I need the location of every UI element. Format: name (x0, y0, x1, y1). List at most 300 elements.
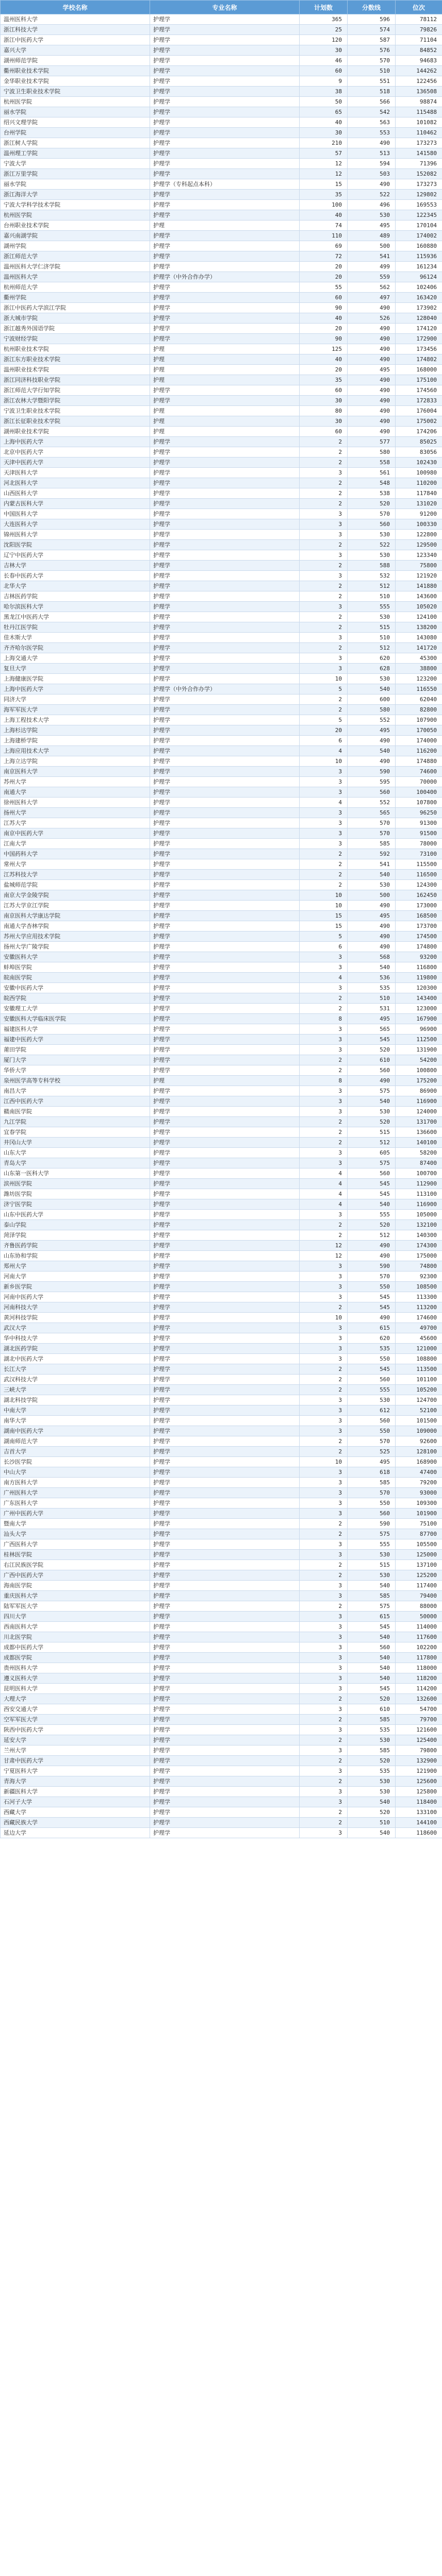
cell-school-name: 齐齐哈尔医学院 (1, 643, 150, 653)
cell-major-name: 护理学 (150, 756, 300, 767)
table-row (1, 354, 442, 365)
cell-rank: 88000 (396, 1601, 442, 1612)
cell-major-name: 护理学 (150, 1818, 300, 1828)
cell-plan-count: 40 (300, 313, 348, 324)
cell-school-name: 绍兴文理学院 (1, 117, 150, 128)
cell-rank: 108500 (396, 1282, 442, 1292)
cell-plan-count: 10 (300, 674, 348, 684)
cell-school-name: 江南大学 (1, 839, 150, 849)
cell-score-line: 532 (348, 571, 396, 581)
cell-major-name: 护理学 (150, 664, 300, 674)
table-row (1, 97, 442, 107)
cell-score-line: 490 (348, 385, 396, 396)
table-row (1, 1354, 442, 1364)
cell-plan-count: 30 (300, 45, 348, 56)
cell-school-name: 杭州医学院 (1, 210, 150, 221)
table-row (1, 457, 442, 468)
cell-major-name: 护理 (150, 406, 300, 416)
cell-rank: 162450 (396, 890, 442, 901)
cell-major-name: 护理学 (150, 694, 300, 705)
cell-score-line: 565 (348, 1024, 396, 1035)
table-row (1, 1076, 442, 1086)
cell-school-name: 中国医科大学 (1, 509, 150, 519)
cell-plan-count: 2 (300, 1776, 348, 1787)
cell-plan-count: 2 (300, 870, 348, 880)
cell-major-name: 护理学 (150, 385, 300, 396)
table-row (1, 107, 442, 117)
cell-score-line: 540 (348, 1673, 396, 1684)
table-row (1, 622, 442, 633)
cell-rank: 96124 (396, 272, 442, 282)
cell-plan-count: 3 (300, 1323, 348, 1333)
cell-score-line: 552 (348, 715, 396, 725)
cell-school-name: 宁波财经学院 (1, 334, 150, 344)
cell-school-name: 济宁医学院 (1, 1199, 150, 1210)
cell-score-line: 490 (348, 303, 396, 313)
table-row (1, 519, 442, 530)
cell-major-name: 护理学 (150, 1405, 300, 1416)
cell-school-name: 上海建桥学院 (1, 736, 150, 746)
cell-score-line: 503 (348, 169, 396, 179)
table-row (1, 890, 442, 901)
cell-plan-count: 2 (300, 1230, 348, 1241)
cell-rank: 93000 (396, 1488, 442, 1498)
cell-score-line: 490 (348, 1076, 396, 1086)
cell-rank: 122456 (396, 76, 442, 87)
cell-rank: 105000 (396, 1210, 442, 1220)
cell-school-name: 浙江中医药大学滨江学院 (1, 303, 150, 313)
cell-rank: 131700 (396, 1117, 442, 1127)
cell-major-name: 护理学 (150, 1199, 300, 1210)
cell-major-name: 护理学 (150, 1498, 300, 1509)
cell-rank: 172833 (396, 396, 442, 406)
cell-major-name: 护理学 (150, 746, 300, 756)
cell-rank: 143400 (396, 993, 442, 1004)
cell-rank: 94683 (396, 56, 442, 66)
cell-score-line: 540 (348, 746, 396, 756)
table-row (1, 942, 442, 952)
cell-school-name: 蚌埠医学院 (1, 962, 150, 973)
table-row (1, 1447, 442, 1457)
table-row (1, 1787, 442, 1797)
cell-major-name: 护理学 (150, 1148, 300, 1158)
table-row (1, 272, 442, 282)
cell-plan-count: 3 (300, 1684, 348, 1694)
cell-plan-count: 10 (300, 1457, 348, 1467)
cell-plan-count: 3 (300, 1045, 348, 1055)
cell-rank: 124100 (396, 612, 442, 622)
table-row (1, 1261, 442, 1272)
table-row (1, 684, 442, 694)
cell-major-name: 护理学 (150, 870, 300, 880)
cell-major-name: 护理学（中外合作办学） (150, 684, 300, 694)
cell-score-line: 530 (348, 210, 396, 221)
cell-major-name: 护理学 (150, 1168, 300, 1179)
cell-plan-count: 30 (300, 396, 348, 406)
cell-plan-count: 3 (300, 1354, 348, 1364)
cell-rank: 118000 (396, 1663, 442, 1673)
table-row (1, 602, 442, 612)
cell-rank: 173902 (396, 303, 442, 313)
table-row (1, 1601, 442, 1612)
cell-major-name: 护理学 (150, 1323, 300, 1333)
table-row (1, 251, 442, 262)
cell-score-line: 490 (348, 138, 396, 148)
cell-plan-count: 30 (300, 416, 348, 427)
table-row (1, 633, 442, 643)
cell-major-name: 护理学 (150, 1179, 300, 1189)
cell-school-name: 湖州师范学院 (1, 56, 150, 66)
cell-rank: 132100 (396, 1220, 442, 1230)
cell-school-name: 扬州大学广陵学院 (1, 942, 150, 952)
cell-plan-count: 3 (300, 1632, 348, 1642)
header-row (1, 1, 442, 14)
cell-score-line: 618 (348, 1467, 396, 1478)
cell-plan-count: 4 (300, 1179, 348, 1189)
cell-rank: 125000 (396, 1550, 442, 1560)
cell-school-name: 长春中医药大学 (1, 571, 150, 581)
cell-school-name: 青海大学 (1, 1776, 150, 1787)
cell-school-name: 西藏民族大学 (1, 1818, 150, 1828)
cell-plan-count: 65 (300, 107, 348, 117)
table-row (1, 1570, 442, 1581)
table-row (1, 798, 442, 808)
cell-major-name: 护理学 (150, 1776, 300, 1787)
cell-rank: 113500 (396, 1364, 442, 1375)
cell-school-name: 山东协和学院 (1, 1251, 150, 1261)
cell-score-line: 570 (348, 1272, 396, 1282)
cell-score-line: 510 (348, 1818, 396, 1828)
cell-score-line: 540 (348, 870, 396, 880)
table-row (1, 1333, 442, 1344)
cell-rank: 125200 (396, 1570, 442, 1581)
cell-major-name: 护理学 (150, 128, 300, 138)
cell-major-name: 护理学（专科起点本科） (150, 179, 300, 190)
cell-plan-count: 3 (300, 1035, 348, 1045)
cell-plan-count: 2 (300, 694, 348, 705)
cell-rank: 109000 (396, 1426, 442, 1436)
cell-score-line: 577 (348, 437, 396, 447)
table-row (1, 406, 442, 416)
cell-plan-count: 3 (300, 550, 348, 561)
table-row (1, 777, 442, 787)
cell-major-name: 护理学 (150, 612, 300, 622)
cell-rank: 161234 (396, 262, 442, 272)
cell-rank: 74800 (396, 1261, 442, 1272)
cell-score-line: 520 (348, 499, 396, 509)
cell-rank: 45300 (396, 653, 442, 664)
cell-major-name: 护理 (150, 221, 300, 231)
cell-score-line: 496 (348, 200, 396, 210)
cell-plan-count: 3 (300, 1673, 348, 1684)
cell-school-name: 浙江师范大学 (1, 251, 150, 262)
cell-score-line: 540 (348, 1199, 396, 1210)
cell-score-line: 550 (348, 1498, 396, 1509)
table-row (1, 1478, 442, 1488)
cell-score-line: 585 (348, 1715, 396, 1725)
cell-plan-count: 2 (300, 540, 348, 550)
cell-score-line: 535 (348, 1766, 396, 1776)
cell-plan-count: 3 (300, 1467, 348, 1478)
cell-major-name: 护理学 (150, 622, 300, 633)
cell-major-name: 护理学 (150, 1302, 300, 1313)
cell-major-name: 护理学 (150, 45, 300, 56)
header-major-name: 专业名称 (150, 1, 300, 14)
cell-score-line: 540 (348, 684, 396, 694)
cell-plan-count: 3 (300, 1550, 348, 1560)
cell-rank: 86900 (396, 1086, 442, 1096)
cell-school-name: 江苏大学 (1, 818, 150, 828)
cell-score-line: 490 (348, 179, 396, 190)
cell-score-line: 518 (348, 87, 396, 97)
cell-rank: 163420 (396, 293, 442, 303)
cell-plan-count: 4 (300, 1168, 348, 1179)
cell-school-name: 暨南大学 (1, 1519, 150, 1529)
cell-rank: 167900 (396, 1014, 442, 1024)
cell-rank: 141720 (396, 643, 442, 653)
cell-rank: 129802 (396, 190, 442, 200)
table-row (1, 1745, 442, 1756)
cell-rank: 113200 (396, 1302, 442, 1313)
cell-school-name: 上海中医药大学 (1, 437, 150, 447)
cell-major-name: 护理学 (150, 324, 300, 334)
cell-rank: 131020 (396, 499, 442, 509)
cell-rank: 115936 (396, 251, 442, 262)
cell-score-line: 490 (348, 1251, 396, 1261)
cell-school-name: 衢州职业技术学院 (1, 66, 150, 76)
cell-plan-count: 4 (300, 1189, 348, 1199)
cell-score-line: 565 (348, 808, 396, 818)
table-row (1, 1704, 442, 1715)
cell-major-name: 护理学 (150, 798, 300, 808)
cell-score-line: 551 (348, 76, 396, 87)
cell-score-line: 510 (348, 66, 396, 76)
cell-rank: 78112 (396, 14, 442, 25)
cell-rank: 101100 (396, 1375, 442, 1385)
table-row (1, 1581, 442, 1591)
table-row (1, 1498, 442, 1509)
cell-plan-count: 3 (300, 1405, 348, 1416)
cell-score-line: 595 (348, 777, 396, 787)
cell-score-line: 575 (348, 1086, 396, 1096)
cell-school-name: 丽水学院 (1, 107, 150, 117)
cell-score-line: 490 (348, 406, 396, 416)
cell-rank: 131900 (396, 1045, 442, 1055)
cell-school-name: 天津中医药大学 (1, 457, 150, 468)
table-row (1, 921, 442, 931)
cell-plan-count: 3 (300, 1395, 348, 1405)
cell-school-name: 宁波大学 (1, 159, 150, 169)
cell-rank: 140100 (396, 1138, 442, 1148)
cell-school-name: 南京中医药大学 (1, 828, 150, 839)
table-row (1, 1653, 442, 1663)
cell-plan-count: 2 (300, 499, 348, 509)
cell-major-name: 护理学 (150, 602, 300, 612)
cell-major-name: 护理学 (150, 1478, 300, 1488)
table-row (1, 1158, 442, 1168)
cell-major-name: 护理学 (150, 1096, 300, 1107)
cell-score-line: 540 (348, 962, 396, 973)
cell-school-name: 长沙医学院 (1, 1457, 150, 1467)
cell-major-name: 护理学 (150, 1272, 300, 1282)
cell-rank: 92600 (396, 1436, 442, 1447)
cell-school-name: 湖北科技学院 (1, 1395, 150, 1405)
cell-score-line: 535 (348, 1344, 396, 1354)
cell-plan-count: 2 (300, 1065, 348, 1076)
cell-score-line: 490 (348, 1241, 396, 1251)
cell-score-line: 560 (348, 1375, 396, 1385)
cell-school-name: 江苏科技大学 (1, 870, 150, 880)
cell-plan-count: 2 (300, 561, 348, 571)
cell-school-name: 上海杉达学院 (1, 725, 150, 736)
cell-score-line: 563 (348, 117, 396, 128)
cell-major-name: 护理 (150, 427, 300, 437)
table-row (1, 1457, 442, 1467)
cell-plan-count: 2 (300, 1447, 348, 1457)
cell-major-name: 护理学 (150, 828, 300, 839)
cell-rank: 107900 (396, 715, 442, 725)
table-row (1, 1189, 442, 1199)
table-row (1, 1148, 442, 1158)
cell-plan-count: 2 (300, 1375, 348, 1385)
table-row (1, 128, 442, 138)
cell-plan-count: 10 (300, 1313, 348, 1323)
cell-plan-count: 3 (300, 1591, 348, 1601)
cell-school-name: 海军军医大学 (1, 705, 150, 715)
cell-rank: 79800 (396, 1745, 442, 1756)
cell-major-name: 护理学 (150, 117, 300, 128)
cell-major-name: 护理学 (150, 530, 300, 540)
cell-school-name: 河北医科大学 (1, 478, 150, 488)
cell-school-name: 山东大学 (1, 1148, 150, 1158)
table-row (1, 767, 442, 777)
cell-score-line: 489 (348, 231, 396, 241)
cell-rank: 112900 (396, 1179, 442, 1189)
cell-major-name: 护理学 (150, 540, 300, 550)
cell-plan-count: 2 (300, 1560, 348, 1570)
cell-plan-count: 3 (300, 808, 348, 818)
table-row (1, 1014, 442, 1024)
cell-plan-count: 12 (300, 159, 348, 169)
cell-plan-count: 3 (300, 1581, 348, 1591)
table-row (1, 1735, 442, 1745)
cell-plan-count: 3 (300, 1498, 348, 1509)
cell-school-name: 上海立达学院 (1, 756, 150, 767)
cell-major-name: 护理学 (150, 1591, 300, 1601)
cell-major-name: 护理学 (150, 1065, 300, 1076)
cell-plan-count: 12 (300, 1241, 348, 1251)
cell-school-name: 新疆医科大学 (1, 1787, 150, 1797)
cell-school-name: 皖南医学院 (1, 973, 150, 983)
cell-score-line: 540 (348, 1653, 396, 1663)
cell-plan-count: 4 (300, 1199, 348, 1210)
cell-major-name: 护理学 (150, 1467, 300, 1478)
cell-school-name: 成都中医药大学 (1, 1642, 150, 1653)
table-row (1, 66, 442, 76)
cell-plan-count: 2 (300, 1601, 348, 1612)
table-row (1, 1168, 442, 1179)
table-row (1, 25, 442, 35)
cell-score-line: 530 (348, 1107, 396, 1117)
cell-rank: 82800 (396, 705, 442, 715)
cell-score-line: 530 (348, 550, 396, 561)
cell-major-name: 护理学 (150, 1529, 300, 1539)
cell-rank: 173273 (396, 179, 442, 190)
cell-rank: 54200 (396, 1055, 442, 1065)
cell-plan-count: 2 (300, 488, 348, 499)
cell-rank: 113300 (396, 1292, 442, 1302)
cell-school-name: 广东医科大学 (1, 1498, 150, 1509)
cell-plan-count: 57 (300, 148, 348, 159)
cell-school-name: 上海工程技术大学 (1, 715, 150, 725)
cell-score-line: 490 (348, 736, 396, 746)
header-rank: 位次 (396, 1, 442, 14)
cell-score-line: 500 (348, 241, 396, 251)
table-row (1, 1539, 442, 1550)
cell-rank: 116800 (396, 962, 442, 973)
cell-major-name: 护理学 (150, 66, 300, 76)
table-row (1, 674, 442, 684)
cell-rank: 50000 (396, 1612, 442, 1622)
cell-school-name: 杭州职业技术学院 (1, 344, 150, 354)
cell-plan-count: 20 (300, 365, 348, 375)
table-row (1, 1107, 442, 1117)
cell-school-name: 厦门大学 (1, 1055, 150, 1065)
cell-rank: 105020 (396, 602, 442, 612)
table-row (1, 1127, 442, 1138)
cell-major-name: 护理学 (150, 210, 300, 221)
cell-major-name: 护理学 (150, 159, 300, 169)
table-row (1, 1117, 442, 1127)
cell-school-name: 山东第一医科大学 (1, 1168, 150, 1179)
cell-plan-count: 3 (300, 767, 348, 777)
table-row (1, 530, 442, 540)
cell-plan-count: 365 (300, 14, 348, 25)
table-row (1, 736, 442, 746)
cell-school-name: 台州学院 (1, 128, 150, 138)
cell-major-name: 护理学 (150, 983, 300, 993)
cell-school-name: 扬州大学 (1, 808, 150, 818)
cell-plan-count: 3 (300, 1024, 348, 1035)
cell-school-name: 上海交通大学 (1, 653, 150, 664)
cell-school-name: 广西医科大学 (1, 1539, 150, 1550)
table-row (1, 1375, 442, 1385)
cell-school-name: 南通大学 (1, 787, 150, 798)
cell-school-name: 徐州医科大学 (1, 798, 150, 808)
cell-school-name: 温州理工学院 (1, 148, 150, 159)
cell-major-name: 护理学 (150, 1086, 300, 1096)
cell-major-name: 护理学 (150, 190, 300, 200)
table-row (1, 1776, 442, 1787)
cell-rank: 115488 (396, 107, 442, 117)
cell-plan-count: 2 (300, 1117, 348, 1127)
cell-plan-count: 60 (300, 66, 348, 76)
cell-rank: 140300 (396, 1230, 442, 1241)
cell-score-line: 490 (348, 324, 396, 334)
cell-rank: 123340 (396, 550, 442, 561)
cell-score-line: 552 (348, 798, 396, 808)
cell-plan-count: 3 (300, 777, 348, 787)
cell-rank: 174120 (396, 324, 442, 334)
cell-rank: 118400 (396, 1797, 442, 1807)
cell-plan-count: 35 (300, 375, 348, 385)
cell-major-name: 护理学 (150, 767, 300, 777)
cell-score-line: 620 (348, 653, 396, 664)
cell-plan-count: 2 (300, 1138, 348, 1148)
table-row (1, 416, 442, 427)
cell-major-name: 护理学 (150, 777, 300, 787)
cell-major-name: 护理学 (150, 1570, 300, 1581)
